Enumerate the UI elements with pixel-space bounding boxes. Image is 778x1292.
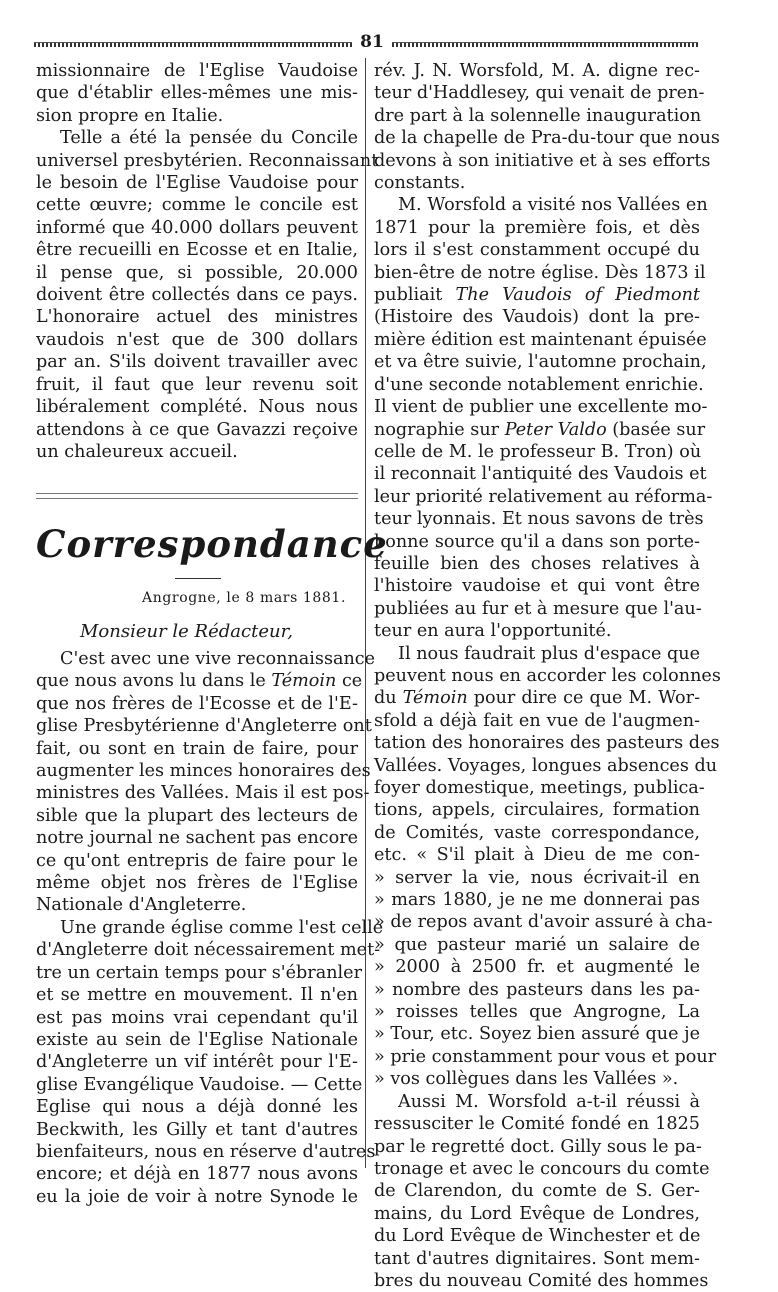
- text-line: augmenter les minces honoraires des: [36, 761, 371, 782]
- text-segment: ce: [336, 671, 363, 692]
- title-dash: [175, 578, 221, 579]
- text-line: d'une seconde notablement enrichie.: [374, 374, 704, 395]
- text-line: leur priorité relativement au réforma-: [374, 486, 713, 507]
- paragraph-intro: [36, 60, 358, 127]
- text-line: » prie constamment pour vous et pour: [374, 1046, 717, 1067]
- paragraph-honoraires: [374, 643, 721, 1091]
- text-line: Il vient de publier une excellente mo-: [374, 397, 708, 418]
- text-line: est pas moins vrai cependant qu'il: [36, 1007, 358, 1028]
- text-line: notre journal ne sachent pas encore: [36, 828, 359, 849]
- section-title: Correspondance: [36, 522, 388, 566]
- text-line-mixed: [36, 670, 363, 692]
- text-line: d'Angleterre doit nécessairement met-: [36, 940, 381, 961]
- text-line: » 2000 à 2500 fr. et augmenté le: [374, 957, 700, 978]
- text-line: etc. « S'il plait à Dieu de me con-: [374, 845, 700, 866]
- text-line: publiées au fur et à mesure que l'au-: [374, 598, 702, 619]
- text-line: fruit, il faut que leur revenu soit: [36, 374, 358, 395]
- text-line: Aussi M. Worsfold a-t-il réussi à: [398, 1091, 700, 1112]
- text-line: » que pasteur marié un salaire de: [374, 934, 700, 955]
- text-line: de la chapelle de Pra-du-tour que nous: [374, 128, 720, 149]
- text-segment: (basée sur: [606, 419, 706, 440]
- text-line: même objet nos frères de l'Eglise: [36, 873, 358, 894]
- text-line: mière édition est maintenant épuisée: [374, 329, 707, 350]
- text-line: il reconnait l'antiquité des Vaudois et: [374, 464, 707, 485]
- text-line-mixed: [374, 284, 700, 306]
- text-line: glise Evangélique Vaudoise. — Cette: [36, 1074, 363, 1095]
- text-line: bienfaiteurs, nous en réserve d'autres: [36, 1141, 376, 1162]
- text-line: bres du nouveau Comité des hommes: [374, 1270, 709, 1291]
- text-line: » nombre des pasteurs dans les pa-: [374, 979, 700, 1000]
- left-column-article: [36, 60, 379, 463]
- letter-dateline: Angrogne, le 8 mars 1881.: [142, 590, 346, 606]
- text-line: que nos frères de l'Ecosse et de l'E-: [36, 693, 358, 714]
- page-number: 81: [360, 32, 384, 52]
- book-title: The Vaudois of Piedmont: [455, 285, 700, 306]
- text-line: bien-être de notre église. Dès 1873 il: [374, 262, 706, 283]
- text-line: ressusciter le Comité fondé en 1825: [374, 1114, 700, 1135]
- text-line: informé que 40.000 dollars peuvent: [36, 217, 358, 238]
- text-line: tre un certain temps pour s'ébranler: [36, 962, 362, 983]
- text-line: l'histoire vaudoise et qui vont être: [374, 576, 700, 597]
- header-ornament-right: [392, 42, 698, 47]
- text-line: constants.: [374, 173, 466, 194]
- text-line: M. Worsfold a visité nos Vallées en: [398, 195, 708, 216]
- text-line: libéralement complété. Nous nous: [36, 397, 358, 418]
- text-line: bonne source qu'il a dans son porte-: [374, 531, 700, 552]
- text-line: existe au sein de l'Eglise Nationale: [36, 1029, 358, 1050]
- text-line: C'est avec une vive reconnaissance: [60, 649, 376, 669]
- text-line: encore; et déjà en 1877 nous avons: [36, 1164, 358, 1185]
- text-line: doivent être collectés dans ce pays.: [36, 285, 358, 306]
- paragraph-worsfold-intro: [374, 60, 720, 194]
- text-line: L'honoraire actuel des ministres: [36, 307, 358, 328]
- text-line: d'Angleterre un vif intérêt pour l'E-: [36, 1052, 358, 1073]
- text-line: et va être suivie, l'automne prochain,: [374, 352, 707, 373]
- text-line: fait, ou sont en train de faire, pour: [36, 738, 358, 759]
- text-line: par le regretté doct. Gilly sous le pa-: [374, 1136, 702, 1157]
- text-line: vaudois n'est que de 300 dollars: [36, 329, 358, 350]
- text-line: dre part à la solennelle inauguration: [374, 105, 702, 126]
- text-line: sion propre en Italie.: [36, 105, 224, 126]
- text-line: tation des honoraires des pasteurs des: [374, 733, 720, 754]
- text-line: » mars 1880, je ne me donnerai pas: [374, 890, 700, 911]
- newspaper-name: Témoin: [402, 688, 468, 709]
- text-line: du Lord Evêque de Winchester et de: [374, 1226, 701, 1247]
- text-line: (Histoire des Vaudois) dont la pre-: [374, 307, 700, 328]
- text-line: feuille bien des choses relatives à: [374, 553, 700, 574]
- text-line: par an. S'ils doivent travailler avec: [36, 352, 358, 373]
- text-line: et se mettre en mouvement. Il n'en: [36, 985, 358, 1006]
- text-line: teur en aura l'opportunité.: [374, 621, 612, 642]
- letter-body: [36, 648, 384, 1208]
- text-line: celle de M. le professeur B. Tron) où: [374, 441, 702, 462]
- page-header: [34, 32, 698, 52]
- text-line: ministres des Vallées. Mais il est pos-: [36, 783, 370, 804]
- text-line: attendons à ce que Gavazzi reçoive: [36, 419, 358, 440]
- text-line: » de repos avant d'avoir assuré à cha-: [374, 912, 713, 933]
- paragraph-comite: [374, 1091, 710, 1292]
- text-line: un chaleureux accueil.: [36, 441, 238, 462]
- text-line: Il nous faudrait plus d'espace que: [398, 643, 700, 664]
- text-line: » roisses telles que Angrogne, La: [374, 1002, 700, 1023]
- text-line: être recueilli en Ecosse et en Italie,: [36, 240, 358, 261]
- text-line: de Clarendon, du comte de S. Ger-: [374, 1181, 700, 1202]
- text-line: ce qu'ont entrepris de faire pour le: [36, 850, 358, 871]
- text-line: » vos collègues dans les Vallées ».: [374, 1069, 679, 1090]
- text-line: tronage et avec le concours du comte: [374, 1158, 710, 1179]
- letter-paragraph-1: [36, 648, 376, 917]
- text-line: rév. J. N. Worsfold, M. A. digne rec-: [374, 61, 700, 81]
- text-line: Nationale d'Angleterre.: [36, 895, 247, 916]
- text-segment: du: [374, 688, 403, 709]
- text-line: lors il s'est constamment occupé du: [374, 240, 700, 261]
- paragraph-worsfold-visits: [374, 194, 713, 642]
- text-line: foyer domestique, meetings, publica-: [374, 778, 705, 798]
- section-separator: [36, 493, 358, 499]
- text-line-mixed: [374, 419, 706, 441]
- text-segment: publiait: [374, 285, 456, 306]
- column-divider: [365, 58, 366, 1168]
- text-line: teur lyonnais. Et nous savons de très: [374, 509, 704, 530]
- text-line: » server la vie, nous écrivait-il en: [374, 867, 700, 888]
- text-segment: que nous avons lu dans le: [36, 671, 272, 692]
- text-line: sible que la plupart des lecteurs de: [36, 805, 358, 826]
- text-line-mixed: [374, 687, 700, 709]
- text-line: de Comités, vaste correspondance,: [374, 822, 700, 843]
- paragraph-concile: [36, 127, 379, 463]
- text-segment: nographie sur: [374, 419, 505, 440]
- right-column: [374, 60, 721, 1292]
- text-line: peuvent nous en accorder les colonnes: [374, 665, 721, 686]
- text-line: devons à son initiative et à ses efforts: [374, 150, 711, 171]
- text-line: Vallées. Voyages, longues absences du: [374, 755, 718, 776]
- text-line: universel presbytérien. Reconnaissant: [36, 150, 379, 171]
- letter-paragraph-2: [36, 917, 384, 1208]
- text-line: sfold a déjà fait en vue de l'augmen-: [374, 710, 700, 731]
- text-line: Eglise qui nous a déjà donné les: [36, 1097, 358, 1118]
- text-segment: pour dire ce que M. Wor-: [467, 688, 701, 709]
- newspaper-name: Témoin: [271, 671, 337, 692]
- letter-salutation: Monsieur le Rédacteur,: [80, 621, 293, 642]
- text-line: 1871 pour la première fois, et dès: [374, 217, 700, 238]
- text-line: tions, appels, circulaires, formation: [374, 800, 700, 821]
- text-line: » Tour, etc. Soyez bien assuré que je: [374, 1024, 700, 1045]
- text-line: il pense que, si possible, 20.000: [36, 262, 358, 283]
- text-line: cette œuvre; comme le concile est: [36, 195, 358, 216]
- text-line: mains, du Lord Evêque de Londres,: [374, 1203, 700, 1224]
- text-line: eu la joie de voir à notre Synode le: [36, 1186, 358, 1207]
- header-ornament-left: [34, 42, 352, 47]
- text-line: missionnaire de l'Eglise Vaudoise: [36, 61, 358, 81]
- text-line: que d'établir elles-mêmes une mis-: [36, 83, 358, 104]
- text-line: Beckwith, les Gilly et tant d'autres: [36, 1119, 358, 1140]
- text-line: Une grande église comme l'est celle: [60, 917, 384, 938]
- text-line: le besoin de l'Eglise Vaudoise pour: [36, 173, 358, 194]
- text-line: teur d'Haddlesey, qui venait de pren-: [374, 83, 705, 104]
- text-line: tant d'autres dignitaires. Sont mem-: [374, 1248, 700, 1269]
- text-line: glise Presbytérienne d'Angleterre ont: [36, 716, 372, 737]
- book-title: Peter Valdo: [504, 419, 607, 440]
- text-line: Telle a été la pensée du Concile: [60, 128, 358, 149]
